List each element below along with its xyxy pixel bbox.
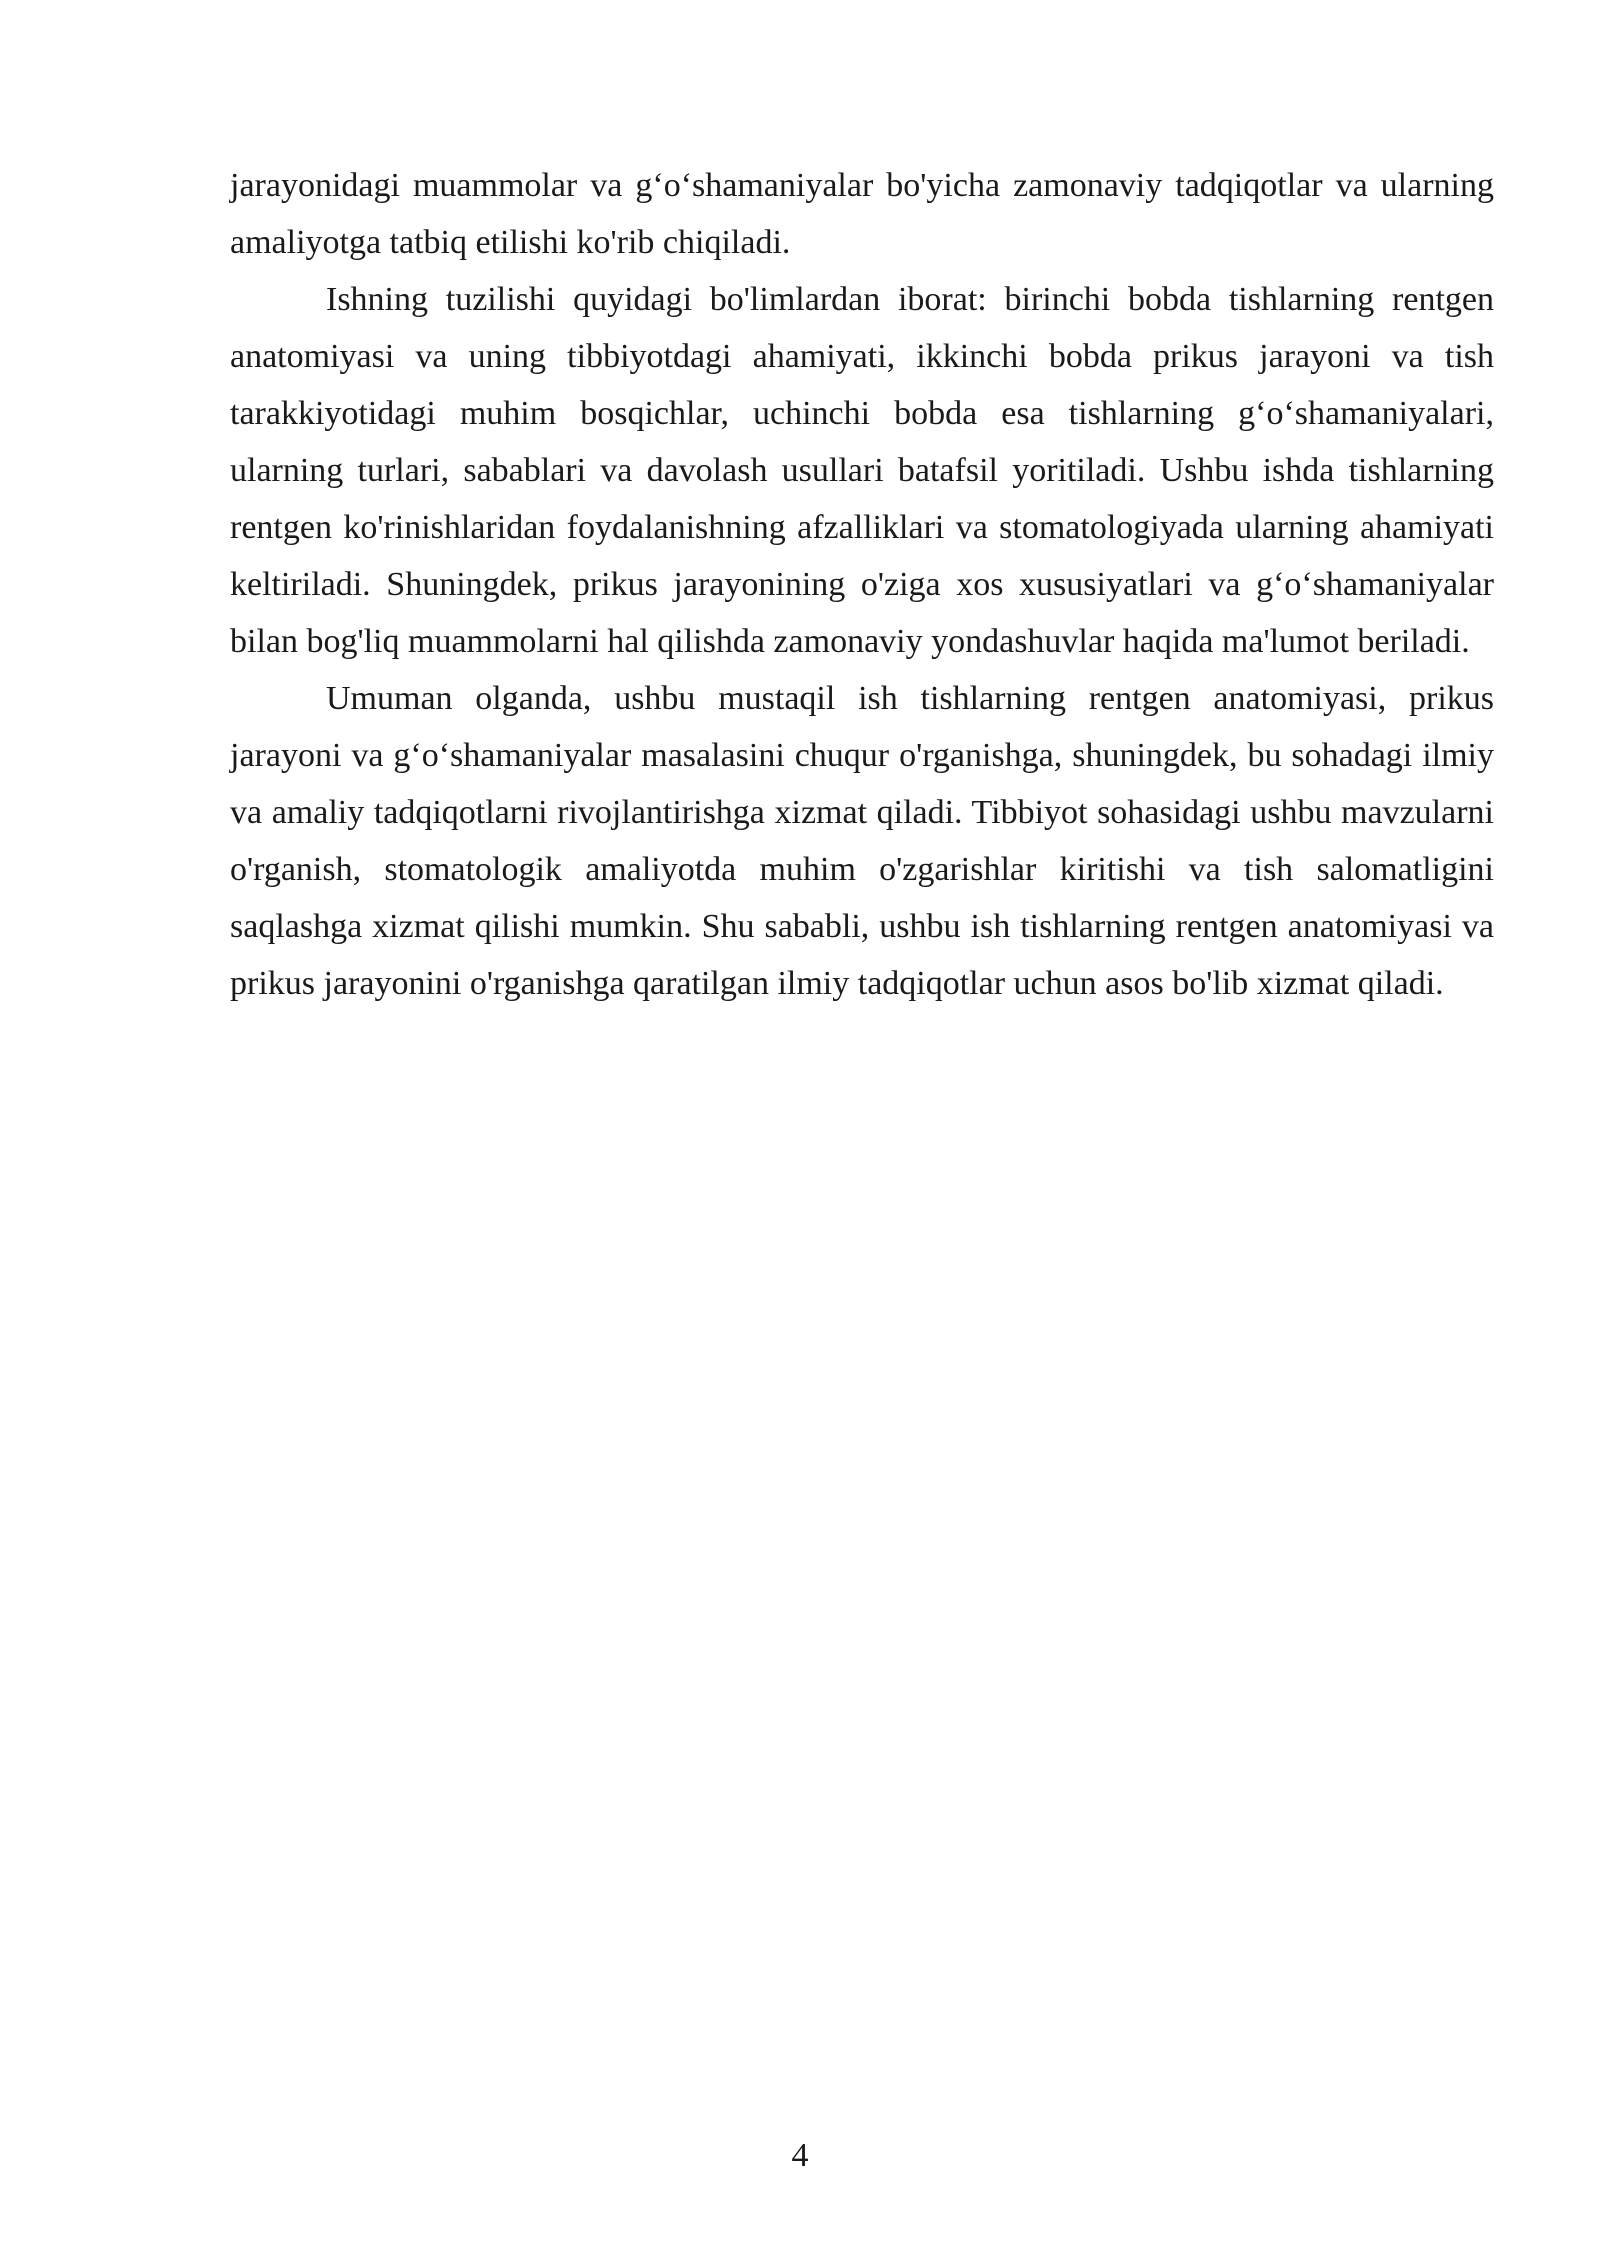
paragraph-conclusion: Umuman olganda, ushbu mustaqil ish tishlarning rentgen anatomiyasi, prikus jarayoni va g‘o‘shamaniyalar masalasini chuqur o'rganishga, shuningdek, bu sohadagi ilmiy va amaliy tadqiqotlarni rivojlantirishga xizmat qiladi. Tibbiyot sohasidagi ushbu mavzularni o'rganish, stomatologik amaliyotda muhim o'zgarishlar kiritishi va tish salomatligini saqlashga xizmat qilishi mumkin. Shu sababli, ushbu ish tishlarning rentgen anatomiyasi va prikus jarayonini o'rganishga qaratilgan ilmiy tadqiqotlar uchun asos bo'lib xizmat qiladi.	[230, 680, 1494, 1002]
paragraph-structure: Ishning tuzilishi quyidagi bo'limlardan iborat: birinchi bobda tishlarning rentgen anatomiyasi va uning tibbiyotdagi ahamiyati, ikkinchi bobda prikus jarayoni va tish tarakkiyotidagi muhim bosqichlar, uchinchi bobda esa tishlarning g‘o‘shamaniyalari, ularning turlari, sabablari va davolash usullari batafsil yoritiladi. Ushbu ishda tishlarning rentgen ko'rinishlaridan foydalanishning afzalliklari va stomatologiyada ularning ahamiyati keltiriladi. Shuningdek, prikus jarayonining o'ziga xos xususiyatlari va g‘o‘shamaniyalar bilan bog'liq muammolarni hal qilishda zamonaviy yondashuvlar haqida ma'lumot beriladi.	[230, 281, 1494, 660]
body-text	[230, 157, 1494, 1012]
paragraph-continuation: jarayonidagi muammolar va g‘o‘shamaniyalar bo'yicha zamonaviy tadqiqotlar va ularning amaliyotga tatbiq etilishi ko'rib chiqiladi.	[230, 167, 1494, 261]
page-number: 4	[791, 2137, 809, 2174]
